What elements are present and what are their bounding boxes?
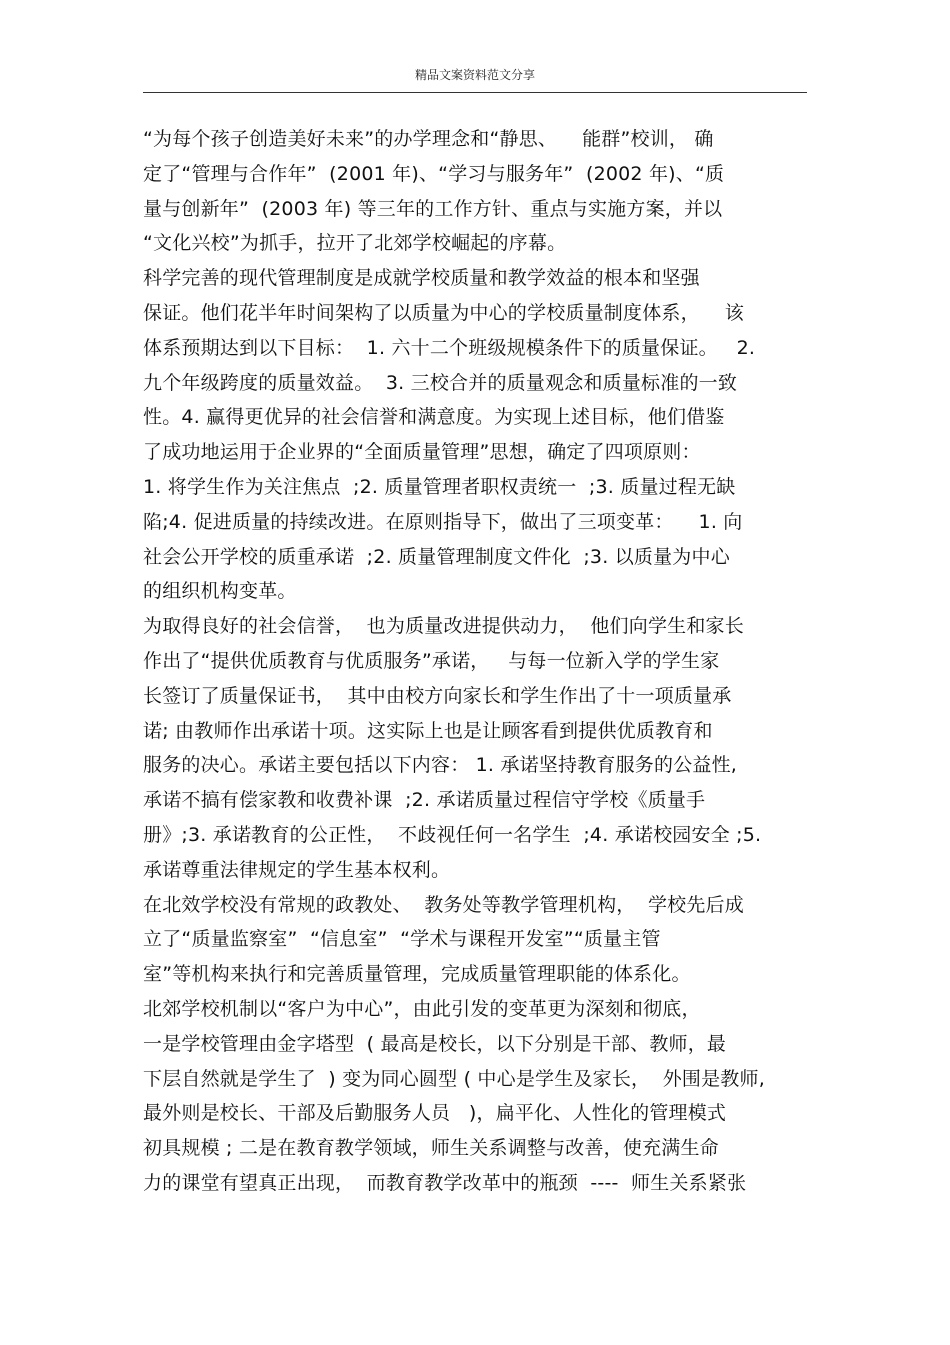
text-line-13: 社会公开学校的质重承诺 ;2. 质量管理制度文件化 ;3. 以质量为中心 xyxy=(143,545,730,568)
text-line-16: 作出了“提供优质教育与优质服务”承诺， 与每一位新入学的学生家 xyxy=(143,649,720,672)
text-line-15: 为取得良好的社会信誉， 也为质量改进提供动力， 他们向学生和家长 xyxy=(143,615,744,638)
text-line-22: 承诺尊重法律规定的学生基本权利。 xyxy=(143,858,451,881)
text-line-4: “文化兴校”为抓手，拉开了北郊学校崛起的序幕。 xyxy=(143,232,567,255)
text-line-10: 了成功地运用于企业界的“全面质量管理”思想，确定了四项原则： xyxy=(143,441,701,464)
text-line-2: 定了“管理与合作年” (2001 年)、“学习与服务年” (2002 年)、“质 xyxy=(143,162,725,185)
header-title: 精品文案资料范文分享 xyxy=(414,68,535,82)
text-line-23: 在北效学校没有常规的政教处、 教务处等教学管理机构， 学校先后成 xyxy=(143,893,744,916)
text-line-28: 下层自然就是学生了 ) 变为同心圆型 ( 中心是学生及家长， 外围是教师, xyxy=(143,1067,765,1090)
text-line-26: 北郊学校机制以“客户为中心”，由此引发的变革更为深刻和彻底， xyxy=(143,997,701,1020)
text-line-17: 长签订了质量保证书， 其中由校方向家长和学生作出了十一项质量承 xyxy=(143,684,732,707)
text-line-20: 承诺不搞有偿家教和收费补课 ;2. 承诺质量过程信守学校《质量手 xyxy=(143,789,706,812)
page-header xyxy=(143,66,807,93)
text-line-6: 保证。他们花半年时间架构了以质量为中心的学校质量制度体系， 该 xyxy=(143,301,744,324)
text-line-29: 最外则是校长、干部及后勤服务人员 )，扁平化、人性化的管理模式 xyxy=(143,1102,727,1125)
text-line-31: 力的课堂有望真正出现， 而教育教学改革中的瓶颈 ---- 师生关系紧张 xyxy=(143,1171,747,1194)
document-body xyxy=(143,122,807,1201)
text-line-5: 科学完善的现代管理制度是成就学校质量和教学效益的根本和坚强 xyxy=(143,267,700,290)
text-line-30: 初具规模 ; 二是在教育教学领域，师生关系调整与改善，使充满生命 xyxy=(143,1137,719,1160)
text-line-7: 体系预期达到以下目标： 1. 六十二个班级规模条件下的质量保证。 2. xyxy=(143,336,756,359)
text-line-21: 册》;3. 承诺教育的公正性， 不歧视任何一名学生 ;4. 承诺校园安全 ;5. xyxy=(143,823,762,846)
text-line-19: 服务的决心。承诺主要包括以下内容： 1. 承诺坚持教育服务的公益性, xyxy=(143,754,738,777)
text-line-8: 九个年级跨度的质量效益。 3. 三校合并的质量观念和质量标准的一致 xyxy=(143,371,738,394)
text-line-24: 立了“质量监察室” “信息室” “学术与课程开发室”“质量主管 xyxy=(143,928,661,951)
text-line-12: 陷;4. 促进质量的持续改进。在原则指导下，做出了三项变革： 1. 向 xyxy=(143,510,743,533)
text-line-3: 量与创新年” (2003 年) 等三年的工作方针、重点与实施方案，并以 xyxy=(143,197,723,220)
text-line-14: 的组织机构变革。 xyxy=(143,580,297,603)
text-line-11: 1. 将学生作为关注焦点 ;2. 质量管理者职权责统一 ;3. 质量过程无缺 xyxy=(143,475,736,498)
text-line-25: 室”等机构来执行和完善质量管理，完成质量管理职能的体系化。 xyxy=(143,963,691,986)
text-line-1: “为每个孩子创造美好未来”的办学理念和“静思、 能群”校训， 确 xyxy=(143,128,714,150)
text-line-27: 一是学校管理由金字塔型 ( 最高是校长，以下分别是干部、教师，最 xyxy=(143,1032,727,1055)
text-line-18: 诺; 由教师作出承诺十项。这实际上也是让顾客看到提供优质教育和 xyxy=(143,719,713,742)
text-line-9: 性。4. 赢得更优异的社会信誉和满意度。为实现上述目标，他们借鉴 xyxy=(143,406,725,429)
